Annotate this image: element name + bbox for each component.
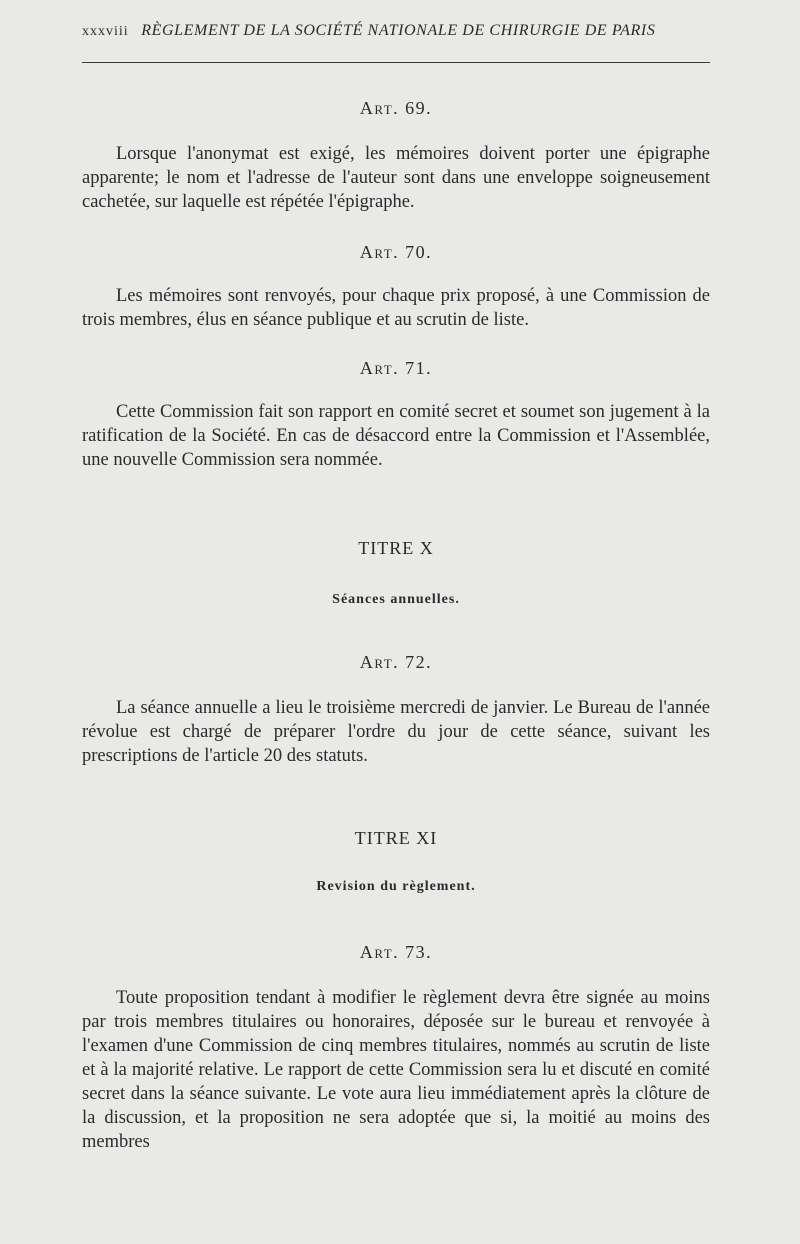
header-rule [82, 62, 710, 63]
page-folio: xxxviii [82, 24, 129, 39]
article-heading: Art. 72. [359, 652, 433, 672]
article-text: Les mémoires sont renvoyés, pour chaque prix proposé, à une Commission de trois membres, élus en séance publique et au scrutin de liste. [82, 286, 710, 330]
article-text: La séance annuelle a lieu le troisième mercredi de janvier. Le Bureau de l'année révolue est chargé de préparer l'ordre du jour de cette séance, suivant les prescriptions de l'article 20 des statuts. [82, 698, 710, 766]
article-text: Toute proposition tendant à modifier le règlement devra être signée au moins par trois membres titulaires ou honoraires, déposée sur le bureau et renvoyée à l'examen d'une Commission de cinq membres titulaires, nommés au scrutin de liste et à la majorité relative. Le rapport de cette Commission sera lu et discuté en comité secret dans la séance suivante. Le vote aura lieu immédiatement après la clôture de la discussion, et la proposition ne sera adoptée que si, la moitié au moins des membres [82, 988, 710, 1152]
article-heading: Art. 73. [359, 942, 433, 962]
article-text: Cette Commission fait son rapport en comité secret et soumet son jugement à la ratification de la Société. En cas de désaccord entre la Commission et l'Assemblée, une nouvelle Commission sera nommée. [82, 402, 710, 470]
article-text: Lorsque l'anonymat est exigé, les mémoires doivent porter une épigraphe apparente; le nom et l'adresse de l'auteur sont dans une enveloppe soigneusement cachetée, sur laquelle est répétée l'épigraphe. [82, 144, 710, 212]
section-title: TITRE XI [354, 828, 438, 848]
section-title: TITRE X [358, 538, 434, 558]
article-heading: Art. 70. [359, 242, 433, 262]
running-head [82, 22, 710, 40]
running-title: RÈGLEMENT DE LA SOCIÉTÉ NATIONALE DE CHIRURGIE DE PARIS [141, 22, 656, 39]
article-heading: Art. 71. [359, 358, 433, 378]
section-subtitle: Séances annuelles. [332, 592, 460, 607]
section-subtitle: Revision du règlement. [316, 879, 476, 894]
article-heading: Art. 69. [359, 98, 433, 118]
